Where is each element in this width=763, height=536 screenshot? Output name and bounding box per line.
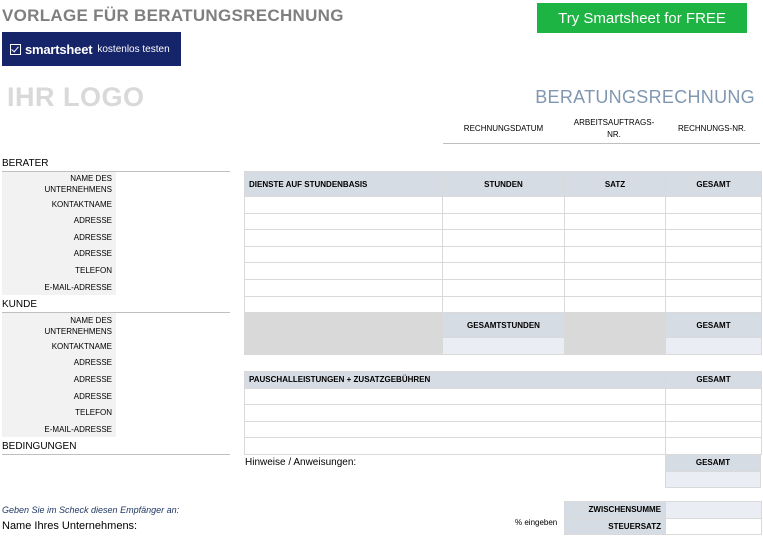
kunde-heading: KUNDE [2, 299, 38, 310]
berater-company-label: NAME DES UNTERNEHMENS [2, 172, 116, 196]
bedingungen-divider [2, 454, 230, 455]
notes-total-table [665, 454, 761, 488]
smartsheet-banner[interactable] [2, 32, 181, 66]
berater-values[interactable] [116, 172, 230, 295]
flat-fees-table [244, 371, 762, 455]
totals-spacer [245, 313, 443, 338]
percent-hint: % eingeben [515, 518, 558, 527]
table-row[interactable] [245, 438, 762, 455]
kunde-values[interactable] [116, 313, 230, 437]
try-smartsheet-button[interactable]: Try Smartsheet for FREE [537, 3, 747, 33]
table-row[interactable] [245, 246, 762, 263]
invoice-number-header: RECHNUNGS-NR. [664, 114, 760, 144]
table-row[interactable] [245, 405, 762, 422]
berater-address-label: ADRESSE [2, 229, 116, 245]
hourly-services-header: DIENSTE AUF STUNDENBASIS [245, 172, 443, 197]
total-hours-value[interactable] [443, 338, 565, 355]
kunde-address-label: ADRESSE [2, 371, 116, 388]
rate-header: SATZ [565, 172, 666, 197]
smartsheet-brand: smartsheet [25, 41, 93, 57]
table-row[interactable] [245, 388, 762, 405]
berater-heading: BERATER [2, 158, 49, 169]
totals-spacer [245, 338, 443, 355]
smartsheet-check-icon [10, 44, 21, 55]
tax-rate-value[interactable] [666, 518, 762, 535]
table-row[interactable] [245, 296, 762, 313]
kunde-email-label: E-MAIL-ADRESSE [2, 421, 116, 437]
grand-total-value[interactable] [666, 338, 762, 355]
company-name-label: Name Ihres Unternehmens: [2, 520, 138, 532]
invoice-title: BERATUNGSRECHNUNG [535, 87, 755, 107]
invoice-date-header: RECHNUNGSDATUM [443, 114, 564, 144]
hours-header: STUNDEN [443, 172, 565, 197]
kunde-address-label: ADRESSE [2, 354, 116, 371]
berater-phone-label: TELEFON [2, 262, 116, 279]
subtotal-label: ZWISCHENSUMME [565, 502, 666, 519]
berater-email-label: E-MAIL-ADRESSE [2, 279, 116, 295]
total-hours-label: GESAMTSTUNDEN [443, 313, 565, 338]
flat-fees-header: PAUSCHALLEISTUNGEN + ZUSATZGEBÜHREN [245, 372, 666, 389]
logo-placeholder: IHR LOGO [7, 82, 145, 112]
summary-table [564, 501, 762, 535]
table-row[interactable] [245, 263, 762, 280]
grand-total-label: GESAMT [666, 313, 762, 338]
kunde-contact-label: KONTAKTNAME [2, 338, 116, 354]
totals-spacer [565, 338, 666, 355]
flat-total-header: GESAMT [666, 372, 762, 389]
pay-to-note: Geben Sie im Scheck diesen Empfänger an: [2, 505, 180, 515]
notes-label: Hinweise / Anweisungen: [245, 457, 357, 468]
template-title: VORLAGE FÜR BERATUNGSRECHNUNG [2, 6, 344, 25]
kunde-phone-label: TELEFON [2, 404, 116, 421]
notes-total-value[interactable] [666, 471, 761, 488]
hourly-services-table [244, 171, 762, 355]
tax-rate-label: STEUERSATZ [565, 518, 666, 535]
berater-address-label: ADRESSE [2, 245, 116, 262]
kunde-company-label: NAME DES UNTERNEHMENS [2, 313, 116, 338]
berater-address-label: ADRESSE [2, 212, 116, 229]
table-row[interactable] [245, 421, 762, 438]
total-header: GESAMT [666, 172, 762, 197]
work-order-header: ARBEITSAUFTRAGS-NR. [564, 114, 664, 144]
totals-spacer [565, 313, 666, 338]
kunde-address-label: ADRESSE [2, 388, 116, 404]
table-row[interactable] [245, 230, 762, 247]
table-row[interactable] [245, 279, 762, 296]
berater-contact-label: KONTAKTNAME [2, 196, 116, 212]
banner-subtext: kostenlos testen [97, 43, 170, 55]
table-row[interactable] [245, 197, 762, 214]
table-row[interactable] [245, 213, 762, 230]
subtotal-value[interactable] [666, 502, 762, 519]
notes-total-label: GESAMT [666, 455, 761, 472]
bedingungen-heading: BEDINGUNGEN [2, 441, 77, 452]
